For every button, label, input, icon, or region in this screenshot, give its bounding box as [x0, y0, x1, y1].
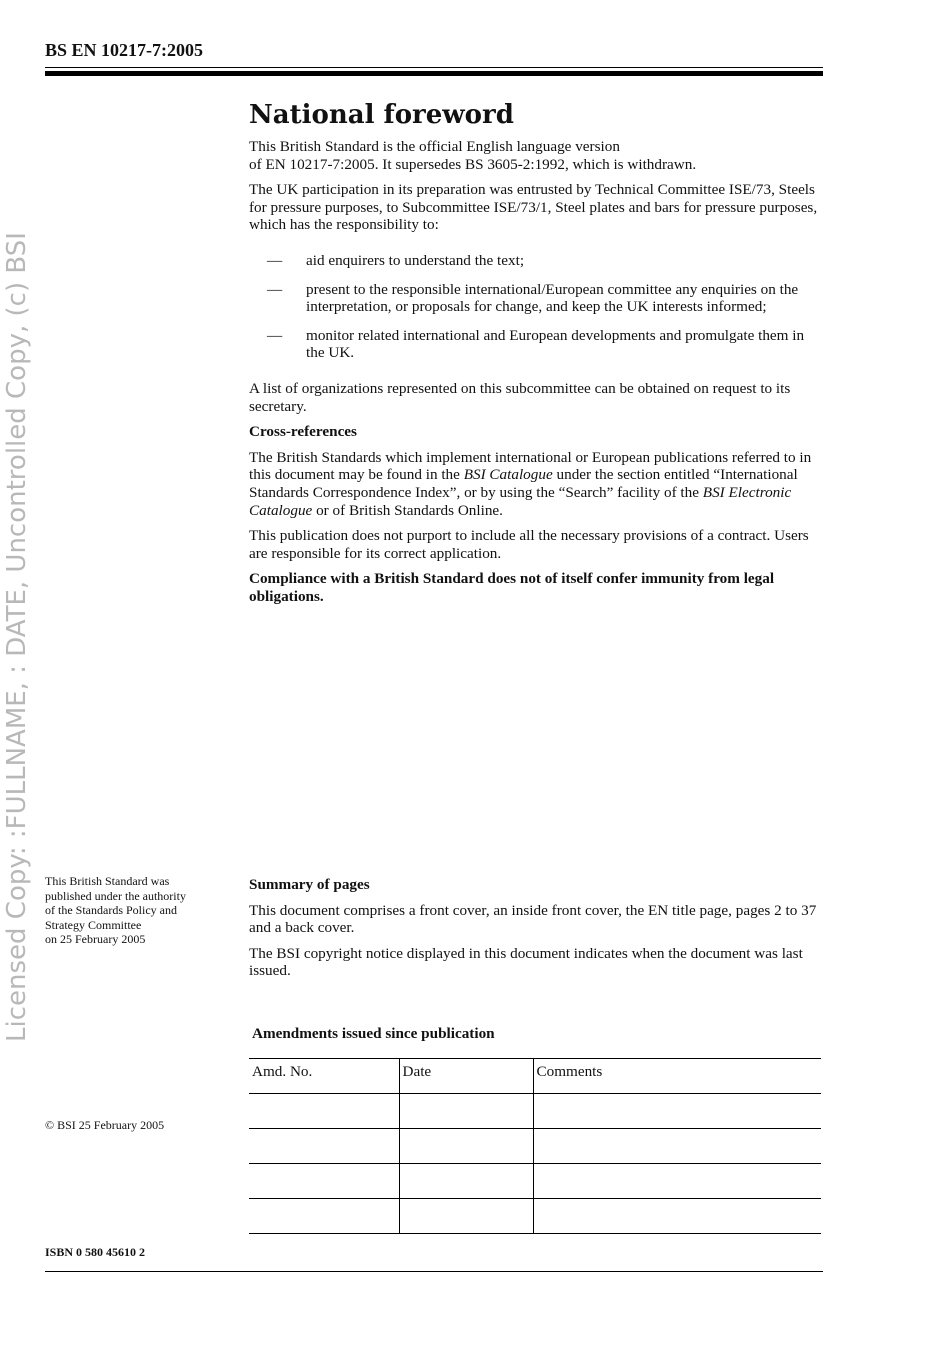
header-rule-thick — [45, 71, 823, 76]
list-item — [249, 281, 823, 316]
amendments-title: Amendments issued since publication — [252, 1025, 495, 1042]
intro-paragraph — [249, 138, 823, 173]
table-cell — [399, 1164, 533, 1199]
table-row — [249, 1164, 821, 1199]
intro-line-1: This British Standard is the official English language version — [249, 138, 620, 155]
summary-heading: Summary of pages — [249, 876, 370, 893]
column-header-date: Date — [399, 1059, 533, 1094]
table-cell — [533, 1199, 821, 1234]
table-header-row — [249, 1059, 821, 1094]
table-cell — [399, 1199, 533, 1234]
table-cell — [249, 1094, 399, 1129]
organizations-paragraph: A list of organizations represented on this subcommittee can be obtained on request to its secretary. — [249, 379, 791, 415]
dash-marker: — — [267, 280, 283, 298]
publication-authority-note — [45, 874, 235, 947]
table-row — [249, 1199, 821, 1234]
license-watermark: Licensed Copy: :FULLNAME, : DATE, Uncontrolled Copy, (c) BSI — [2, 232, 32, 1042]
page-title: National foreword — [249, 100, 514, 130]
list-item-text: present to the responsible international/European committee any enquiries on the interpretation, or proposals for change, and keep the UK interests informed; — [306, 280, 799, 316]
crossref-text-2: under the section entitled “International Standards Correspondence Index”, or by using the “Search” facility of the — [249, 466, 798, 501]
table-cell — [533, 1129, 821, 1164]
dash-marker: — — [267, 251, 283, 269]
table-cell — [533, 1164, 821, 1199]
authority-line-4: Strategy Committee — [45, 917, 142, 932]
crossref-paragraph — [249, 449, 823, 519]
amendments-table — [249, 1058, 821, 1234]
list-item-text: aid enquirers to understand the text; — [306, 251, 525, 269]
footer-rule — [45, 1271, 823, 1272]
table-cell — [249, 1129, 399, 1164]
summary-paragraph-2: The BSI copyright notice displayed in this document indicates when the document was last issued. — [249, 944, 803, 980]
summary-of-pages — [249, 876, 823, 988]
bsi-catalogue-title: BSI Catalogue — [463, 466, 553, 484]
column-header-comments: Comments — [533, 1059, 821, 1094]
isbn: ISBN 0 580 45610 2 — [45, 1245, 146, 1259]
crossref-text-3: or of British Standards Online. — [312, 501, 503, 519]
bsi-electronic-catalogue-title: BSI Electronic Catalogue — [249, 483, 792, 519]
table-cell — [399, 1094, 533, 1129]
summary-paragraph-1: This document comprises a front cover, an inside front cover, the EN title page, pages 2 to 37 and a back cover. — [249, 901, 817, 937]
table-cell — [533, 1094, 821, 1129]
national-foreword — [249, 100, 823, 613]
copyright-notice: © BSI 25 February 2005 — [45, 1118, 165, 1132]
provisions-paragraph: This publication does not purport to include all the necessary provisions of a contract. Users are responsible for its correct application. — [249, 527, 809, 562]
table-row — [249, 1129, 821, 1164]
table-row — [249, 1094, 821, 1129]
table-cell — [249, 1164, 399, 1199]
list-item-text: monitor related international and European developments and promulgate them in the UK. — [306, 326, 805, 362]
responsibility-list — [249, 252, 823, 362]
table-cell — [249, 1199, 399, 1234]
authority-line-3: of the Standards Policy and — [45, 903, 177, 917]
column-header-amd-no: Amd. No. — [249, 1059, 399, 1094]
document-identifier: BS EN 10217-7:2005 — [45, 40, 204, 60]
crossref-text-1: The British Standards which implement international or European publications referred to in this document may be found in the — [249, 448, 812, 484]
dash-marker: — — [267, 326, 283, 344]
authority-line-2: published under the authority — [45, 888, 186, 903]
header-rule-thin — [45, 67, 823, 68]
list-item — [249, 252, 823, 270]
intro-line-2: of EN 10217-7:2005. It supersedes BS 3605-2:1992, which is withdrawn. — [249, 155, 697, 173]
participation-paragraph: The UK participation in its preparation was entrusted by Technical Committee ISE/73, Steels for pressure purposes, to Subcommittee ISE/73/1, Steel plates and bars for pressure purposes, which has the responsibility to: — [249, 181, 818, 234]
compliance-statement: Compliance with a British Standard does not of itself confer immunity from legal obligations. — [249, 570, 775, 605]
list-item — [249, 327, 823, 362]
crossref-heading: Cross-references — [249, 423, 357, 441]
authority-line-5: on 25 February 2005 — [45, 932, 146, 946]
authority-line-1: This British Standard was — [45, 874, 170, 888]
table-cell — [399, 1129, 533, 1164]
